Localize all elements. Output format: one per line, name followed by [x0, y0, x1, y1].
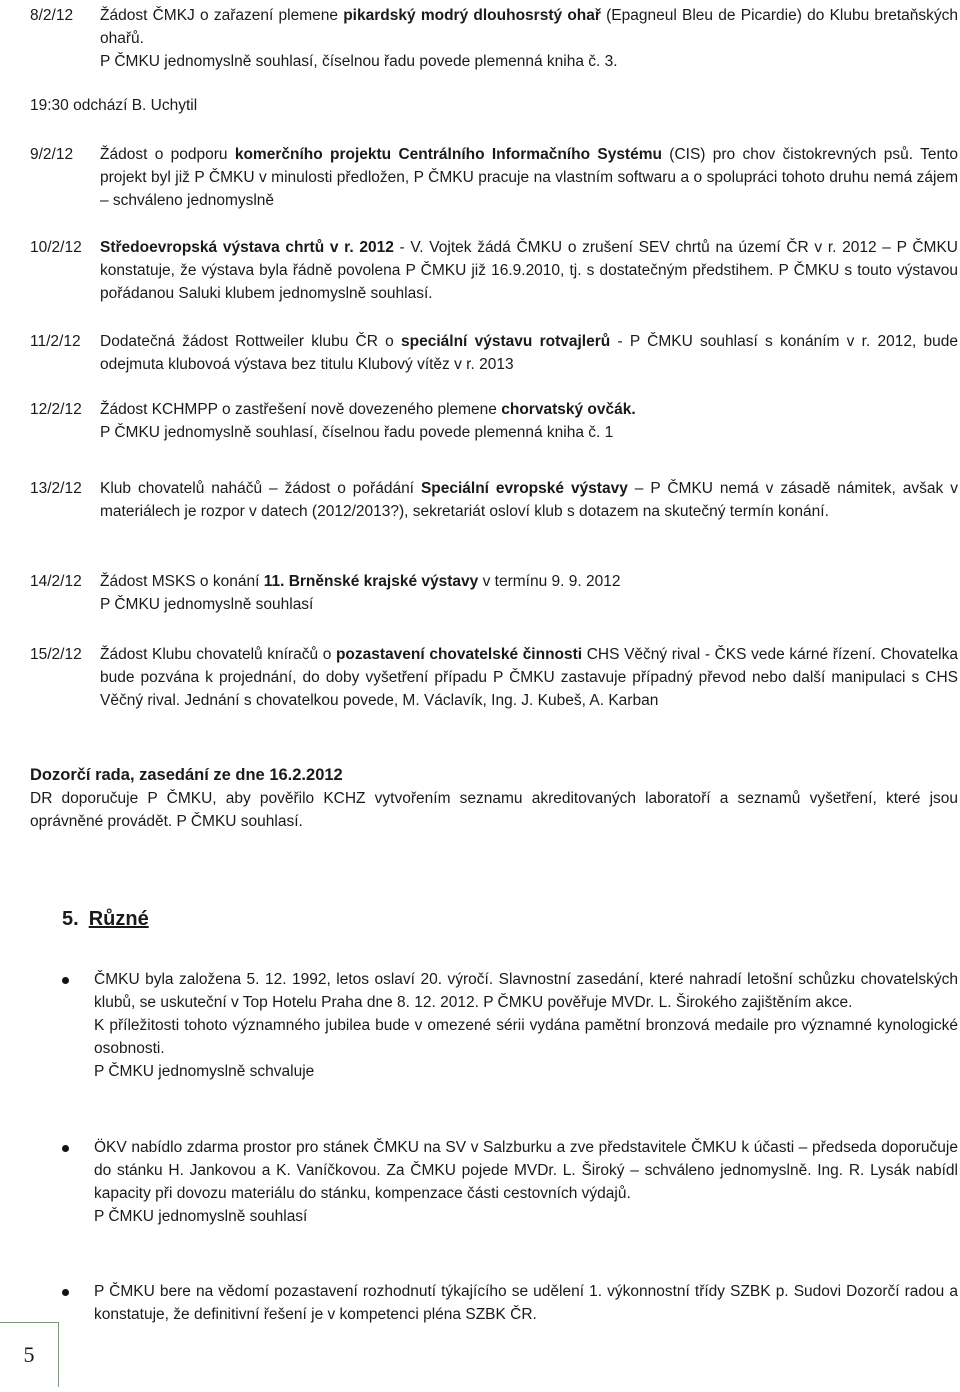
section-heading	[62, 908, 149, 931]
agenda-item-9: 9/2/12 Žádost o podporu komerčního projektu Centrálního Informačního Systému (CIS) pro chov čistokrevných psů. Tento projekt byl již P ČMKU v minulosti předložen, P ČMKU pracuje na vlastním softwaru a o spolupráci tohoto druhu nemá zájem – schváleno jednomyslně	[30, 143, 958, 212]
departure-note: 19:30 odchází B. Uchytil	[30, 97, 198, 114]
agenda-item-11: 11/2/12 Dodatečná žádost Rottweiler klubu ČR o speciální výstavu rotvajlerů - P ČMKU souhlasí s konáním v r. 2012, bude odejmuta klubovoá výstava bez titulu Klubový vítěz v r. 2013	[30, 330, 958, 376]
item-number: 8/2/12	[30, 7, 74, 24]
page-number: 5	[0, 1322, 59, 1387]
list-item: ČMKU byla založena 5. 12. 1992, letos oslaví 20. výročí. Slavnostní zasedání, které nahradí letošní schůzku chovatelských klubů, se uskuteční v Top Hotelu Praha dne 8. 12. 2012. P ČMKU pověřuje MVDr. L. Širokého zajištěním akce. K příležitosti tohoto významného jubilea bude v omezené sérii vydána pamětní bronzová medaile pro významné kynologické osobnosti. P ČMKU jednomyslně schvaluje	[94, 968, 958, 1083]
list-item: P ČMKU bere na vědomí pozastavení rozhodnutí týkajícího se udělení 1. výkonnostní třídy SZBK p. Sudovi Dozorčí radou a konstatuje, že definitivní řešení je v kompetenci pléna SZBK ČR.	[94, 1280, 958, 1326]
item-number: 11/2/12	[30, 333, 81, 350]
section-number: 5.	[62, 908, 79, 930]
item-number: 9/2/12	[30, 146, 74, 163]
item-number: 15/2/12	[30, 646, 82, 663]
agenda-item-12: 12/2/12 Žádost KCHMPP o zastřešení nově dovezeného plemene chorvatský ovčák. P ČMKU jednomyslně souhlasí, číselnou řadu povede plemenná kniha č. 1	[30, 398, 958, 444]
bullet-icon	[62, 1289, 69, 1296]
item-number: 14/2/12	[30, 573, 82, 590]
agenda-item-13: 13/2/12 Klub chovatelů naháčů – žádost o pořádání Speciální evropské výstavy – P ČMKU nemá v zásadě námitek, avšak v materiálech je rozpor v datech (2012/2013?), sekretariát osloví klub s dotazem na skutečný termín konání.	[30, 477, 958, 523]
agenda-item-8: 8/2/12 Žádost ČMKJ o zařazení plemene pikardský modrý dlouhosrstý ohař (Epagneul Bleu de Picardie) do Klubu bretaňských ohařů. P ČMKU jednomyslně souhlasí, číselnou řadu povede plemenná kniha č. 3.	[30, 4, 958, 73]
agenda-item-15: 15/2/12 Žádost Klubu chovatelů kníračů o pozastavení chovatelské činnosti CHS Věčný rival - ČKS vede kárné řízení. Chovatelka bude pozvána k projednání, do doby vyšetření případu P ČMKU zastavuje případný převod nebo další manipulaci s CHS Věčný rival. Jednání s chovatelkou povede, M. Václavík, Ing. J. Kubeš, A. Karban	[30, 643, 958, 712]
agenda-item-14: 14/2/12 Žádost MSKS o konání 11. Brněnské krajské výstavy v termínu 9. 9. 2012 P ČMKU jednomyslně souhlasí	[30, 570, 958, 616]
item-number: 13/2/12	[30, 480, 82, 497]
item-number: 10/2/12	[30, 239, 82, 256]
item-number: 12/2/12	[30, 401, 82, 418]
supervisory-board-text: DR doporučuje P ČMKU, aby pověřilo KCHZ vytvořením seznamu akreditovaných laboratoří a seznamů vyšetření, které jsou oprávněné provádět. P ČMKU souhlasí.	[30, 790, 958, 830]
agenda-item-10: 10/2/12 Středoevropská výstava chrtů v r. 2012 - V. Vojtek žádá ČMKU o zrušení SEV chrtů na území ČR v r. 2012 – P ČMKU konstatuje, že výstava byla řádně povolena P ČMKU již 16.9.2010, tj. s dostatečným předstihem. P ČMKU s touto výstavou pořádanou Saluki klubem jednomyslně souhlasí.	[30, 236, 958, 305]
supervisory-board-heading: Dozorčí rada, zasedání ze dne 16.2.2012	[30, 766, 343, 784]
list-item: ÖKV nabídlo zdarma prostor pro stánek ČMKU na SV v Salzburku a zve představitele ČMKU k účasti – předseda doporučuje do stánku H. Jankovou a K. Vaníčkovou. Za ČMKU pojede MVDr. L. Široký – schváleno jednomyslně. Ing. R. Lysák nabídl kapacity při dovozu materiálu do stánku, kompenzace části cestovních výdajů. P ČMKU jednomyslně souhlasí	[94, 1136, 958, 1228]
section-title: Různé	[88, 908, 149, 930]
bullet-icon	[62, 977, 69, 984]
bullet-icon	[62, 1145, 69, 1152]
supervisory-board-block	[30, 764, 958, 833]
